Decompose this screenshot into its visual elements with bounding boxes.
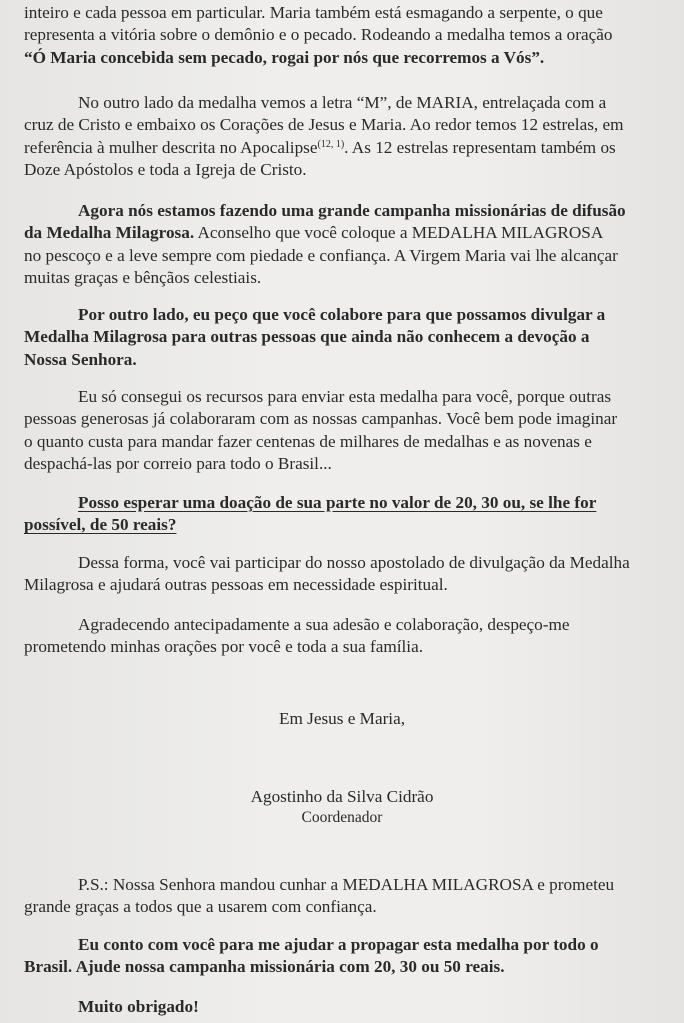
- closing-line: Em Jesus e Maria,: [278, 709, 405, 728]
- apocalypse-reference: (12, 1): [317, 138, 345, 150]
- paragraph-medal-front: inteiro e cada pessoa em particular. Maria também está esmagando a serpente, o que representa a vitória sobre o demônio e o pecado. Rodeando a medalha temos a oração “Ó Maria concebida sem pecado, rogai por nós que recorremos a Vós”.: [24, 3, 613, 67]
- signature-title: Coordenador: [301, 809, 383, 826]
- paragraph-campaign: Agora nós estamos fazendo uma grande campanha missionárias de difusão da Medalha Milagrosa. Aconselho que você coloque a MEDALHA MILAGROSA no pescoço e a leve sempre com piedade e confiança. A Virgem Maria vai lhe alcançar muitas graças e bênçãos celestiais.: [24, 201, 626, 288]
- paragraph-final-appeal: Eu conto com você para me ajudar a propagar esta medalha por todo o Brasil. Ajude nossa campanha missionária com 20, 30 ou 50 reais.: [24, 935, 599, 977]
- paragraph-medal-back: No outro lado da medalha vemos a letra “M”, de MARIA, entrelaçada com a cruz de Cristo e embaixo os Corações de Jesus e Maria. Ao redor temos 12 estrelas, em referência à mulher descrita no Apocalipse$^{(12, 1)}$. As 12 estrelas representam também os Doze Apóstolos e toda a Igreja de Cristo.: [24, 93, 624, 180]
- thanks-line: Muito obrigado!: [78, 997, 199, 1016]
- paragraph-collaborate: Por outro lado, eu peço que você colabore para que possamos divulgar a Medalha Milagrosa para outras pessoas que ainda não conhecem a devoção a Nossa Senhora.: [24, 305, 606, 369]
- paragraph-farewell: Agradecendo antecipadamente a sua adesão e colaboração, despeço-me prometendo minhas orações por você e toda a sua família.: [24, 615, 570, 657]
- signature-name: Agostinho da Silva Cidrão: [250, 787, 434, 806]
- postscript: P.S.: Nossa Senhora mandou cunhar a MEDALHA MILAGROSA e prometeu grande graças a todos que a usarem com confiança.: [24, 875, 615, 917]
- paragraph-resources: Eu só consegui os recursos para enviar esta medalha para você, porque outras pessoas generosas já colaboraram com as nossas campanhas. Você bem pode imaginar o quanto custa para mandar fazer centenas de milhares de medalhas e as novenas e despachá-las por correio para todo o Brasil...: [24, 387, 618, 474]
- paragraph-apostolate: Dessa forma, você vai participar do nosso apostolado de divulgação da Medalha Milagrosa e ajudará outras pessoas em necessidade espiritual.: [24, 553, 630, 595]
- paragraph-donation-request: Posso esperar uma doação de sua parte no valor de 20, 30 ou, se lhe for possível, de 50 reais?: [24, 493, 597, 535]
